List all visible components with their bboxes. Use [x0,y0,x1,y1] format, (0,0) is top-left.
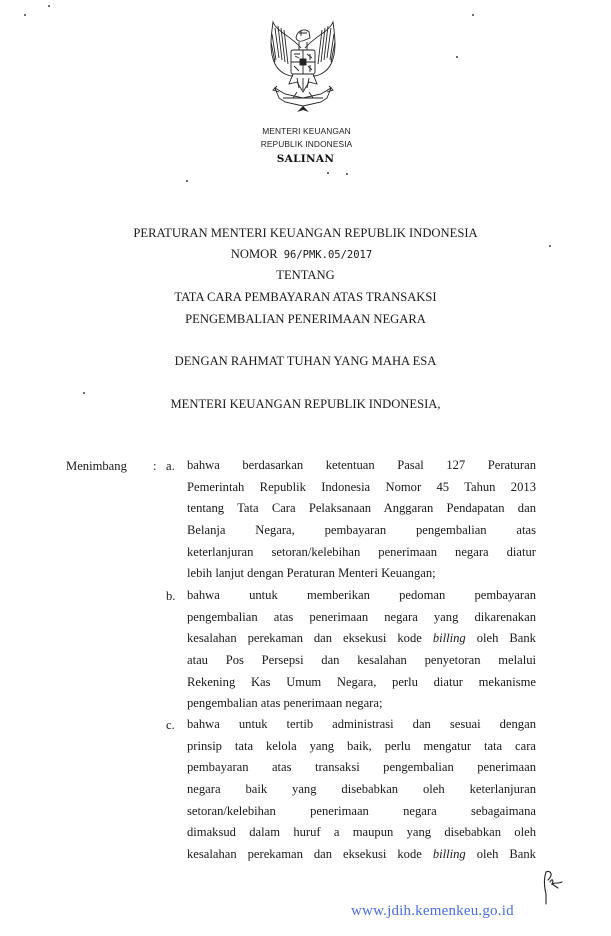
text-line: pengembalian atas penerimaan negara yang dikarenakan [187,609,536,624]
text-line: prinsip tata kelola yang baik, perlu mengatur tata cara [187,738,536,753]
item-text [187,585,536,715]
text-line [187,628,536,650]
regulation-title: PERATURAN MENTERI KEUANGAN REPUBLIK INDONESIA [133,226,478,240]
issuer-line: MENTERI KEUANGAN REPUBLIK INDONESIA, [170,397,441,411]
text-line: bahwa untuk tertib administrasi dan sesuai dengan [187,717,536,731]
scan-speck [472,14,474,16]
garuda-emblem-icon [263,18,343,118]
scan-speck [549,245,551,247]
nomor-label: NOMOR [230,247,278,261]
text-segment: oleh Bank [476,847,536,862]
scan-speck [346,173,348,175]
scan-speck [456,56,458,58]
scan-speck [24,14,26,16]
item-letter: b. [166,589,176,603]
scan-speck [83,392,85,394]
text-line: Pemerintah Republik Indonesia Nomor 45 Tahun 2013 [187,479,536,494]
text-line: lebih lanjut dengan Peraturan Menteri Keuangan; [187,566,436,581]
text-line: Rekening Kas Umum Negara, perlu diatur mekanisme [187,674,536,689]
italic-term: billing [432,631,466,646]
menimbang-label: Menimbang [66,459,127,473]
item-text [187,714,536,866]
tentang-label: TENTANG [276,268,335,282]
institution-line-2: REPUBLIK INDONESIA [260,139,353,149]
regulation-number [0,247,607,262]
text-line: Belanja Negara, pembayaran pengembalian atas [187,523,536,538]
text-line: dimaksud dalam huruf a maupun yang disebabkan oleh [187,825,536,840]
nomor-value: 96/PMK.05/2017 [283,249,373,261]
text-segment: oleh Bank [476,631,536,646]
scan-speck [186,180,188,182]
invocation: DENGAN RAHMAT TUHAN YANG MAHA ESA [174,354,437,368]
institution-line-1: MENTERI KEUANGAN [262,126,351,136]
text-line: bahwa untuk memberikan pedoman pembayaran [187,588,536,602]
text-line: tentang Tata Cara Pelaksanaan Anggaran Pendapatan dan [187,501,536,516]
text-line: setoran/kelebihan penerimaan negara sebagaimana [187,803,536,818]
menimbang-colon: : [153,459,157,473]
italic-term: billing [432,847,466,862]
text-line: pembayaran atas transaksi pengembalian penerimaan [187,760,536,775]
initials-signature-icon [538,868,568,908]
scan-speck [327,172,329,174]
item-letter: c. [166,718,175,732]
jdih-url-link[interactable]: www.jdih.kemenkeu.go.id [351,903,514,919]
text-line: pengembalian atas penerimaan negara; [187,696,383,711]
subject-line-1: TATA CARA PEMBAYARAN ATAS TRANSAKSI [174,290,437,304]
text-segment: kesalahan perekaman dan eksekusi kode [187,631,422,646]
salinan-stamp: SALINAN [276,153,335,165]
text-line: atau Pos Persepsi dan kesalahan penyetoran melalui [187,653,536,668]
text-line: keterlanjuran setoran/kelebihan penerimaan negara diatur [187,544,536,559]
text-line: bahwa berdasarkan ketentuan Pasal 127 Peraturan [187,458,536,472]
item-text [187,455,536,585]
item-letter: a. [166,459,175,473]
text-line: negara baik yang disebabkan oleh keterlanjuran [187,782,536,797]
text-line [187,844,536,866]
text-segment: kesalahan perekaman dan eksekusi kode [187,847,422,862]
scan-speck [48,5,50,7]
subject-line-2: PENGEMBALIAN PENERIMAAN NEGARA [185,312,426,326]
